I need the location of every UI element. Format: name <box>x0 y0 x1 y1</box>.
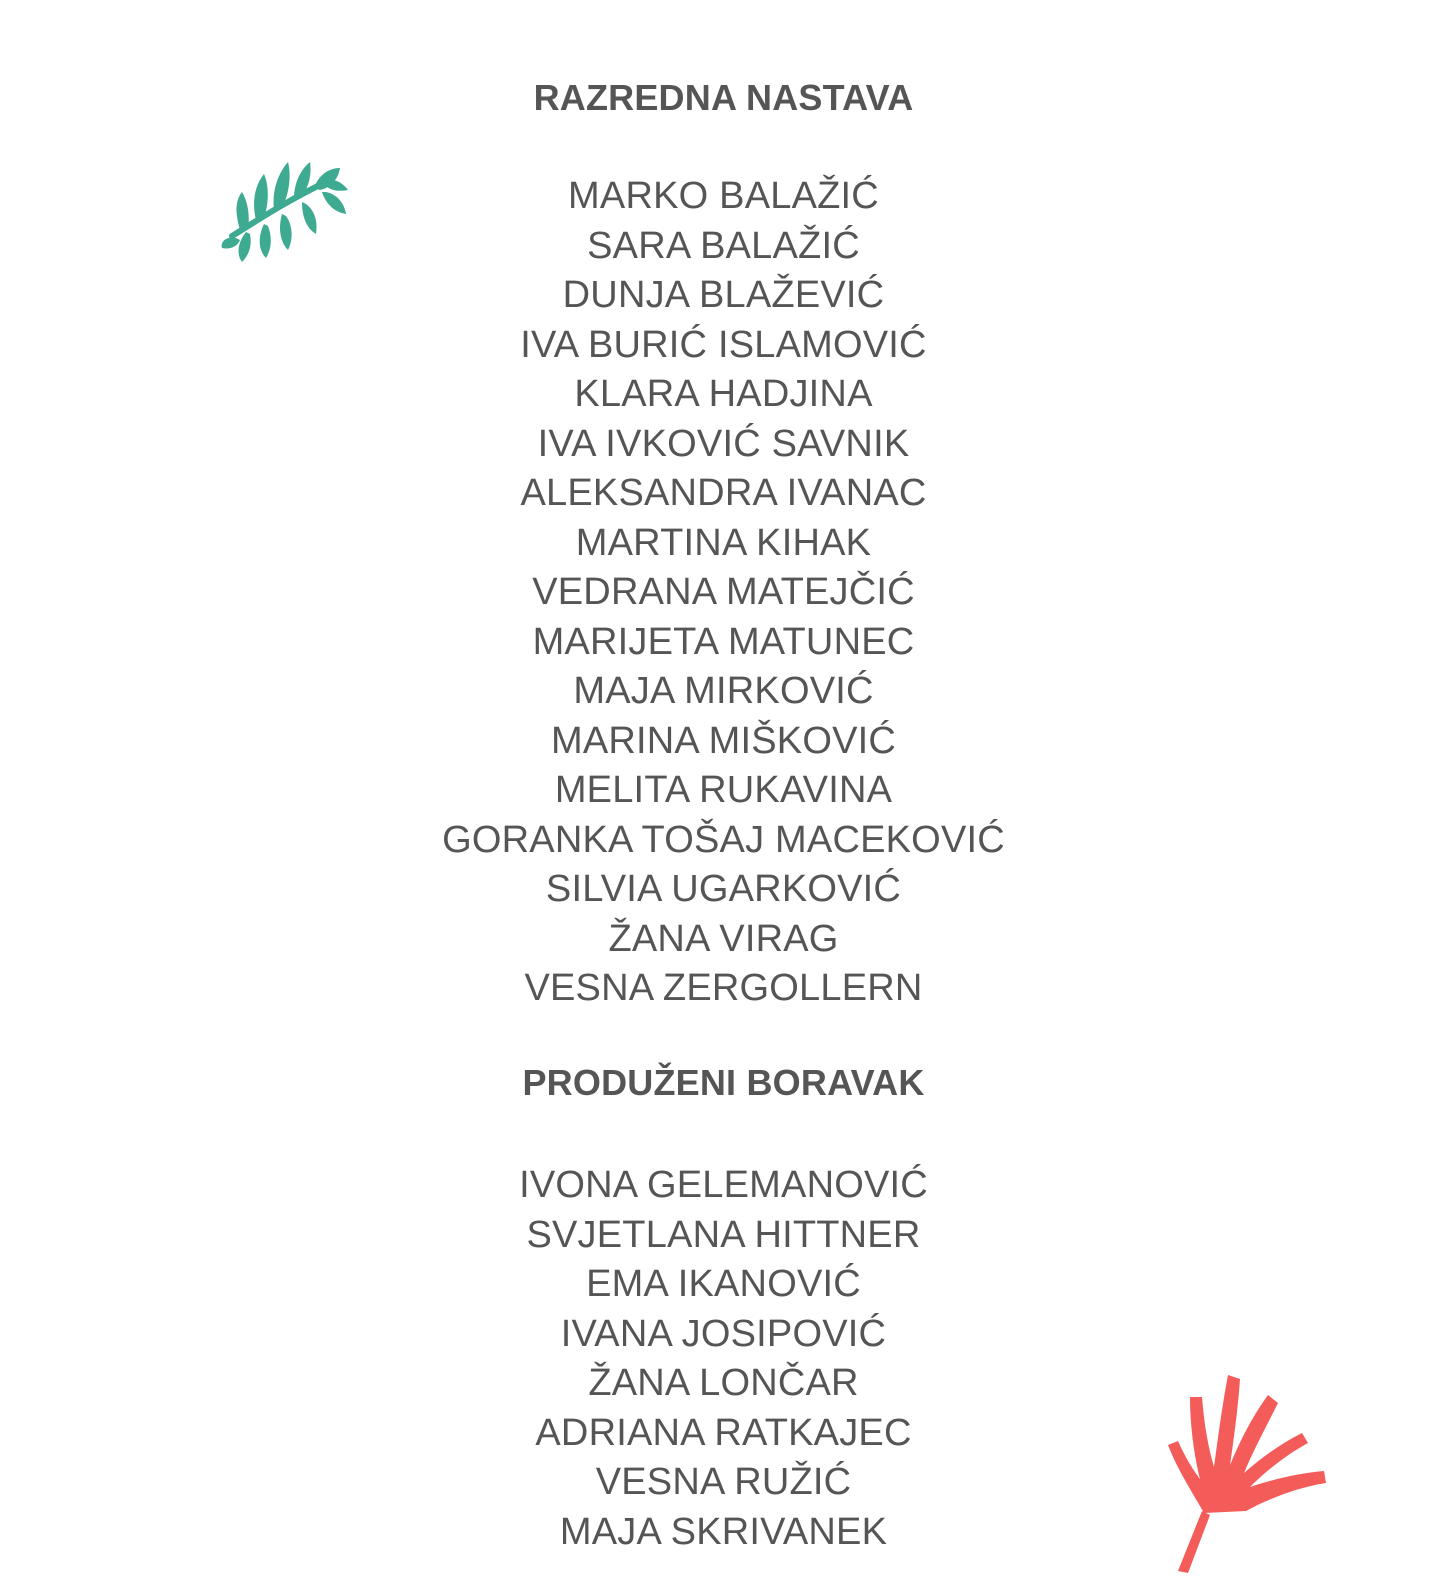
list-item: IVA BURIĆ ISLAMOVIĆ <box>520 323 927 366</box>
list-item: GORANKA TOŠAJ MACEKOVIĆ <box>442 818 1005 861</box>
list-item: MAJA SKRIVANEK <box>559 1510 888 1553</box>
list-item: MARINA MIŠKOVIĆ <box>550 719 897 762</box>
list-item: VESNA RUŽIĆ <box>595 1461 852 1503</box>
list-item: SILVIA UGARKOVIĆ <box>545 868 902 910</box>
list-item: MARKO BALAŽIĆ <box>568 175 879 217</box>
list-item: MELITA RUKAVINA <box>554 769 893 811</box>
section-title-razredna-nastava: RAZREDNA NASTAVA <box>533 77 914 118</box>
list-item: IVANA JOSIPOVIĆ <box>560 1312 887 1355</box>
list-item: ŽANA VIRAG <box>608 917 839 960</box>
list-item: MARTINA KIHAK <box>575 521 872 564</box>
list-item: VEDRANA MATEJČIĆ <box>532 571 915 613</box>
list-item: KLARA HADJINA <box>574 373 873 415</box>
list-item: IVA IVKOVIĆ SAVNIK <box>537 422 910 465</box>
razredna-nastava-name-list <box>0 172 1447 1014</box>
list-item: EMA IKANOVIĆ <box>586 1263 861 1305</box>
list-item: ALEKSANDRA IVANAC <box>520 472 927 514</box>
list-item: SVJETLANA HITTNER <box>526 1213 921 1256</box>
list-item: DUNJA BLAŽEVIĆ <box>562 274 885 316</box>
list-item: ŽANA LONČAR <box>588 1362 859 1404</box>
section-title-produzeni-boravak: PRODUŽENI BORAVAK <box>522 1062 925 1103</box>
list-item: IVONA GELEMANOVIĆ <box>519 1164 928 1206</box>
list-item: VESNA ZERGOLLERN <box>524 967 923 1009</box>
list-item: MARIJETA MATUNEC <box>532 620 915 663</box>
list-item: ADRIANA RATKAJEC <box>535 1411 912 1454</box>
list-item: SARA BALAŽIĆ <box>587 224 860 267</box>
list-item: MAJA MIRKOVIĆ <box>573 670 874 712</box>
palm-leaf-icon <box>1164 1375 1344 1575</box>
